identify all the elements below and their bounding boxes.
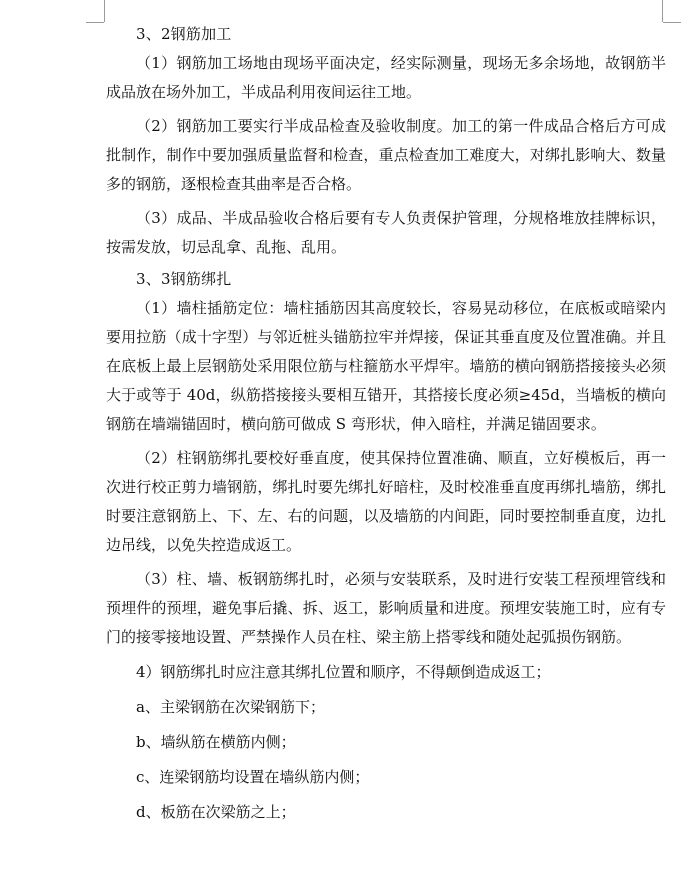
- paragraph-3-3-2: （2）柱钢筋绑扎要校好垂直度，使其保持位置准确、顺直，立好模板后，再一次进行校正剪力墙钢筋，绑扎时要先绑扎好暗柱，及时校准垂直度再绑扎墙筋，绑扎时要注意钢筋上、下、左、右的问题，以及墙筋的内间距，同时要控制垂直度，边扎边吊线，以免失控造成返工。: [106, 449, 666, 554]
- list-item-4: 4）钢筋绑扎时应注意其绑扎位置和顺序，不得颠倒造成返工；: [136, 663, 551, 681]
- crop-mark-top-right-vertical: [662, 0, 663, 22]
- crop-mark-top-left-horizontal: [86, 22, 104, 23]
- document-body: [106, 20, 666, 827]
- list-item-d: d、板筋在次梁筋之上；: [136, 803, 296, 821]
- paragraph-3-3-3: （3）柱、墙、板钢筋绑扎时，必须与安装联系，及时进行安装工程预埋管线和预埋件的预埋，避免事后撬、拆、返工，影响质量和进度。预埋安装施工时，应有专门的接零接地设置、严禁操作人员在柱、梁主筋上搭零线和随处起弧损伤钢筋。: [106, 570, 666, 646]
- list-item-a: a、主梁钢筋在次梁钢筋下；: [136, 698, 325, 716]
- paragraph-3-2-1: （1）钢筋加工场地由现场平面决定，经实际测量，现场无多余场地，故钢筋半成品放在场外加工，半成品利用夜间运往工地。: [106, 54, 666, 101]
- paragraph-3-2-3: （3）成品、半成品验收合格后要有专人负责保护管理，分规格堆放挂牌标识，按需发放，切忌乱拿、乱拖、乱用。: [106, 209, 666, 256]
- section-heading-3-3: 3、3钢筋绑扎: [136, 270, 232, 288]
- paragraph-3-2-2: （2）钢筋加工要实行半成品检查及验收制度。加工的第一件成品合格后方可成批制作，制作中要加强质量监督和检查，重点检查加工难度大，对绑扎影响大、数量多的钢筋，逐根检查其曲率是否合格。: [106, 117, 666, 193]
- list-item-b: b、墙纵筋在横筋内侧；: [136, 733, 296, 751]
- paragraph-3-3-1: （1）墙柱插筋定位：墙柱插筋因其高度较长，容易晃动移位，在底板或暗梁内要用拉筋（成十字型）与邻近桩头锚筋拉牢并焊接，保证其垂直度及位置准确。并且在底板上最上层钢筋处采用限位筋与柱箍筋水平焊牢。墙筋的横向钢筋搭接接头必须大于或等于 40d，纵筋搭接接头要相互错开，其搭接长度必须≥45d，当墙板的横向钢筋在墙端锚固时，横向筋可做成 S 弯形状，伸入暗柱，并满足锚固要求。: [106, 299, 666, 433]
- section-heading-3-2: 3、2钢筋加工: [136, 25, 232, 43]
- crop-mark-top-left-vertical: [104, 0, 105, 22]
- list-item-c: c、连梁钢筋均设置在墙纵筋内侧；: [136, 768, 370, 786]
